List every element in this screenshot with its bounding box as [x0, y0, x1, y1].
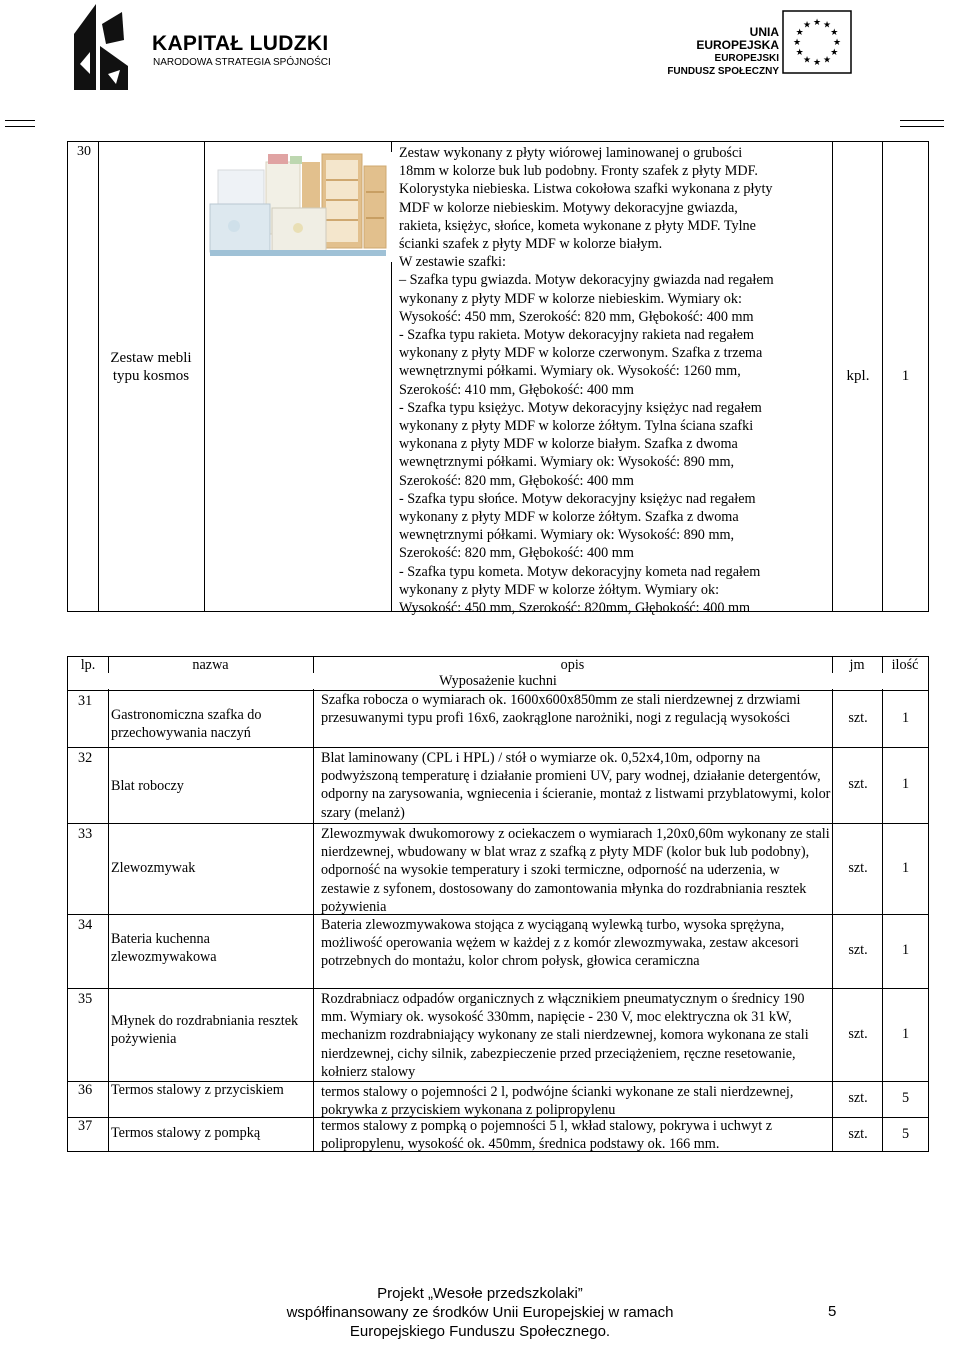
row-34-description: Bateria zlewozmywakowa stojąca z wyciąganą wylewką turbo, wysoka sprężyna, możliwość operowania wężem w każdej z z komór zlewozmywaka, zestaw akcesori potrzebnych do montażu, kolor chrom połysk, głowica ceramiczna	[321, 917, 799, 970]
row-35-quantity: 1	[901, 1025, 910, 1042]
row-31-quantity: 1	[901, 709, 910, 726]
eu-star-icon: ★	[792, 38, 802, 48]
row-34-quantity: 1	[901, 942, 910, 958]
footer-line3: Europejskiego Funduszu Społecznego.	[349, 1323, 611, 1340]
row-32-name: Blat roboczy	[111, 778, 184, 794]
item-description-text: Zestaw wykonany z płyty wiórowej laminowanej o grubości 18mm w kolorze buk lub podobny. Fronty szafek z płyty MDF. Kolorystyka niebieska. Listwa cokołowa szafki wykonana z płyty MDF w kolorze niebieskim. Motywy dekoracyjne gwiazda, rakieta, księżyc, słońce, kometa wykonane z płyty MDF. Tylne ścianki szafek z płyty MDF w kolorze białym. W zestawie szafki: – Szafka typu gwiazda. Motyw dekoracyjny gwiazda nad regałem wykonany z płyty MDF w kolorze niebieskim. Wymiary ok: Wysokość: 450 mm, Szerokość: 820 mm, Głębokość: 400 mm - Szafka typu rakieta. Motyw dekoracyjny rakieta nad regałem wykonany z płyty MDF w kolorze czerwonym. Szafka z trzema wewnętrznymi półkami. Wymiary ok. Wysokość: 1260 mm, Szerokość: 410 mm, Głębokość: 400 mm - Szafka typu księżyc. Motyw dekoracyjny księżyc nad regałem wykonany z płyty MDF w kolorze żółtym. Tylna ściana szafki wykonana z płyty MDF w kolorze białym. Szafka z dwoma wewnętrznymi półkami. Wymiary ok: Wysokość: 890 mm, Szerokość: 820 mm, Głębokość: 400 mm - Szafka typu słońce. Motyw dekoracyjny księżyc nad regałem wykonany z płyty MDF w kolorze żółtym. Szafka z dwoma wewnętrznymi półkami. Wymiary ok: Wysokość: 890 mm, Szerokość: 820 mm, Głębokość: 400 mm - Szafka typu kometa. Motyw dekoracyjny kometa nad regałem wykonany z płyty MDF w kolorze żółtym. Wymiary ok: Wysokość: 450 mm, Szerokość: 820mm, Głębokość: 400 mm	[399, 145, 774, 617]
eu-star-icon: ★	[822, 20, 832, 31]
row-divider	[68, 747, 928, 748]
row-33-description: Zlewozmywak dwukomorowy z ociekaczem o wymiarach 1,20x0,60m wykonany ze stali nierdzewnej, wbudowany w blat wraz z szafką z płyty MDF (kolor buk lub podobny), odporność na wysokie temperatury i szoki termiczne, odporność na uderzenia, w zestawie z syfonem, dostosowany do zamontowania młynka do rozdrabniania resztek pożywienia	[321, 826, 830, 915]
header-opis: opis	[560, 657, 585, 673]
column-divider	[108, 657, 109, 1151]
row-31-unit: szt.	[848, 709, 868, 726]
row-35-unit: szt.	[848, 1025, 868, 1042]
ue-logo-line1: UNIA EUROPEJSKA	[696, 25, 779, 52]
column-divider	[313, 657, 314, 1151]
row-36-description: termos stalowy o pojemności 2 l, podwójne ścianki wykonane ze stali nierdzewnej, pokrywka z przyciskiem wykonana z polipropylenu	[321, 1084, 794, 1119]
footer-line2: współfinansowany ze środków Unii Europejskiej w ramach	[286, 1304, 674, 1321]
item-number: 30	[77, 144, 91, 159]
row-33-name: Zlewozmywak	[111, 860, 196, 876]
header-rule-right	[900, 120, 944, 127]
eu-star-icon: ★	[802, 55, 812, 66]
kapital-ludzki-logo-icon	[72, 4, 130, 90]
row-32-description: Blat laminowany (CPL i HPL) / stół o wymiarze ok. 0,52x4,10m, odporny na podwyższoną temperaturę i działanie promieni UV, pary wodnej, działanie detergentów, odporny na zarysowania, wgniecenia i ścieranie, montaż z listwami przyblatowymi, kolor szary (melanż)	[321, 750, 831, 821]
header-rule-left	[5, 120, 35, 127]
ue-logo-text	[667, 26, 779, 78]
eu-star-icon: ★	[795, 28, 804, 38]
row-34-number: 34	[78, 917, 93, 933]
row-33-number: 33	[78, 826, 93, 842]
row-34-name: Bateria kuchenna zlewozmywakowa	[111, 931, 217, 966]
eu-star-icon: ★	[822, 55, 832, 66]
section-header: Wyposażenie kuchni	[68, 673, 928, 689]
row-37-quantity: 5	[901, 1126, 910, 1142]
kapital-ludzki-subtitle: NARODOWA STRATEGIA SPÓJNOŚCI	[153, 57, 331, 68]
eu-star-icon: ★	[830, 48, 839, 58]
row-36-name: Termos stalowy z przyciskiem	[111, 1082, 284, 1098]
row-37-number: 37	[78, 1118, 93, 1134]
row-35-description: Rozdrabniacz odpadów organicznych z włącznikiem pneumatycznym o średnicy 190 mm. Wymiary ok. wysokość 330mm, napięcie - 230 V, moc elektryczna ok 31 kW, mechanizm rozdrabniający wykonany ze stali nierdzewnej, komora wykonana ze stali nierdzewnej, cichy silnik, zabezpieczenie przed przeciążeniem, ręczne resetowanie, kołnierz stalowy	[321, 991, 809, 1080]
row-divider	[68, 988, 928, 989]
header-nazwa: nazwa	[192, 657, 229, 673]
footer-line1: Projekt „Wesołe przedszkolaki”	[377, 1285, 583, 1302]
header-lp: lp.	[80, 657, 96, 673]
row-divider	[68, 823, 928, 824]
row-37-name: Termos stalowy z pompką	[111, 1125, 261, 1141]
item-quantity: 1	[901, 368, 910, 384]
item-description	[399, 144, 891, 617]
row-33-unit: szt.	[848, 859, 868, 876]
eu-star-icon: ★	[802, 20, 812, 31]
page-number: 5	[828, 1303, 837, 1320]
row-31-number: 31	[78, 693, 93, 709]
kosmos-furniture-image	[206, 152, 392, 262]
eu-star-icon: ★	[812, 58, 822, 68]
row-35-number: 35	[78, 991, 93, 1007]
header-ilosc: ilość	[891, 657, 919, 673]
row-32-unit: szt.	[848, 776, 868, 792]
kitchen-equipment-table	[67, 656, 929, 1152]
eu-star-icon: ★	[812, 18, 822, 28]
row-36-quantity: 5	[901, 1090, 910, 1106]
ue-logo-line3: FUNDUSZ SPOŁECZNY	[667, 66, 779, 77]
eu-star-icon: ★	[795, 48, 804, 58]
row-36-number: 36	[78, 1082, 93, 1098]
item-unit: kpl.	[846, 368, 870, 384]
header-jm: jm	[849, 657, 865, 673]
item-30-table	[67, 141, 929, 617]
row-35-name: Młynek do rozdrabniania resztek pożywienia	[111, 1013, 299, 1048]
ue-logo-line2: EUROPEJSKI	[714, 53, 779, 64]
row-32-number: 32	[78, 750, 93, 766]
row-31-name: Gastronomiczna szafka do przechowywania naczyń	[111, 707, 262, 742]
row-37-unit: szt.	[848, 1126, 868, 1142]
column-divider	[832, 657, 833, 1151]
eu-star-icon: ★	[830, 28, 839, 38]
row-33-quantity: 1	[901, 859, 910, 876]
row-36-unit: szt.	[848, 1090, 868, 1106]
kapital-ludzki-title: KAPITAŁ LUDZKI	[152, 32, 329, 55]
row-divider	[68, 914, 928, 915]
row-32-quantity: 1	[901, 776, 910, 792]
footer	[0, 1284, 960, 1341]
row-31-description: Szafka robocza o wymiarach ok. 1600x600x850mm ze stali nierdzewnej z drzwiami przesuwanymi typu profi 16x6, zaokrąglone narożniki, nogi z regulacją wysokości	[321, 692, 801, 727]
row-34-unit: szt.	[848, 942, 868, 958]
eu-flag-icon	[782, 10, 852, 74]
eu-star-icon: ★	[832, 38, 842, 48]
column-divider	[882, 657, 883, 1151]
row-37-description: termos stalowy z pompką o pojemności 5 l, wkład stalowy, pokrywa i uchwyt z polipropylenu, wysokość ok. 450mm, średnica podstawy ok. 166 mm.	[321, 1118, 773, 1153]
item-name: Zestaw mebli typu kosmos	[110, 350, 192, 384]
column-divider	[204, 142, 205, 611]
